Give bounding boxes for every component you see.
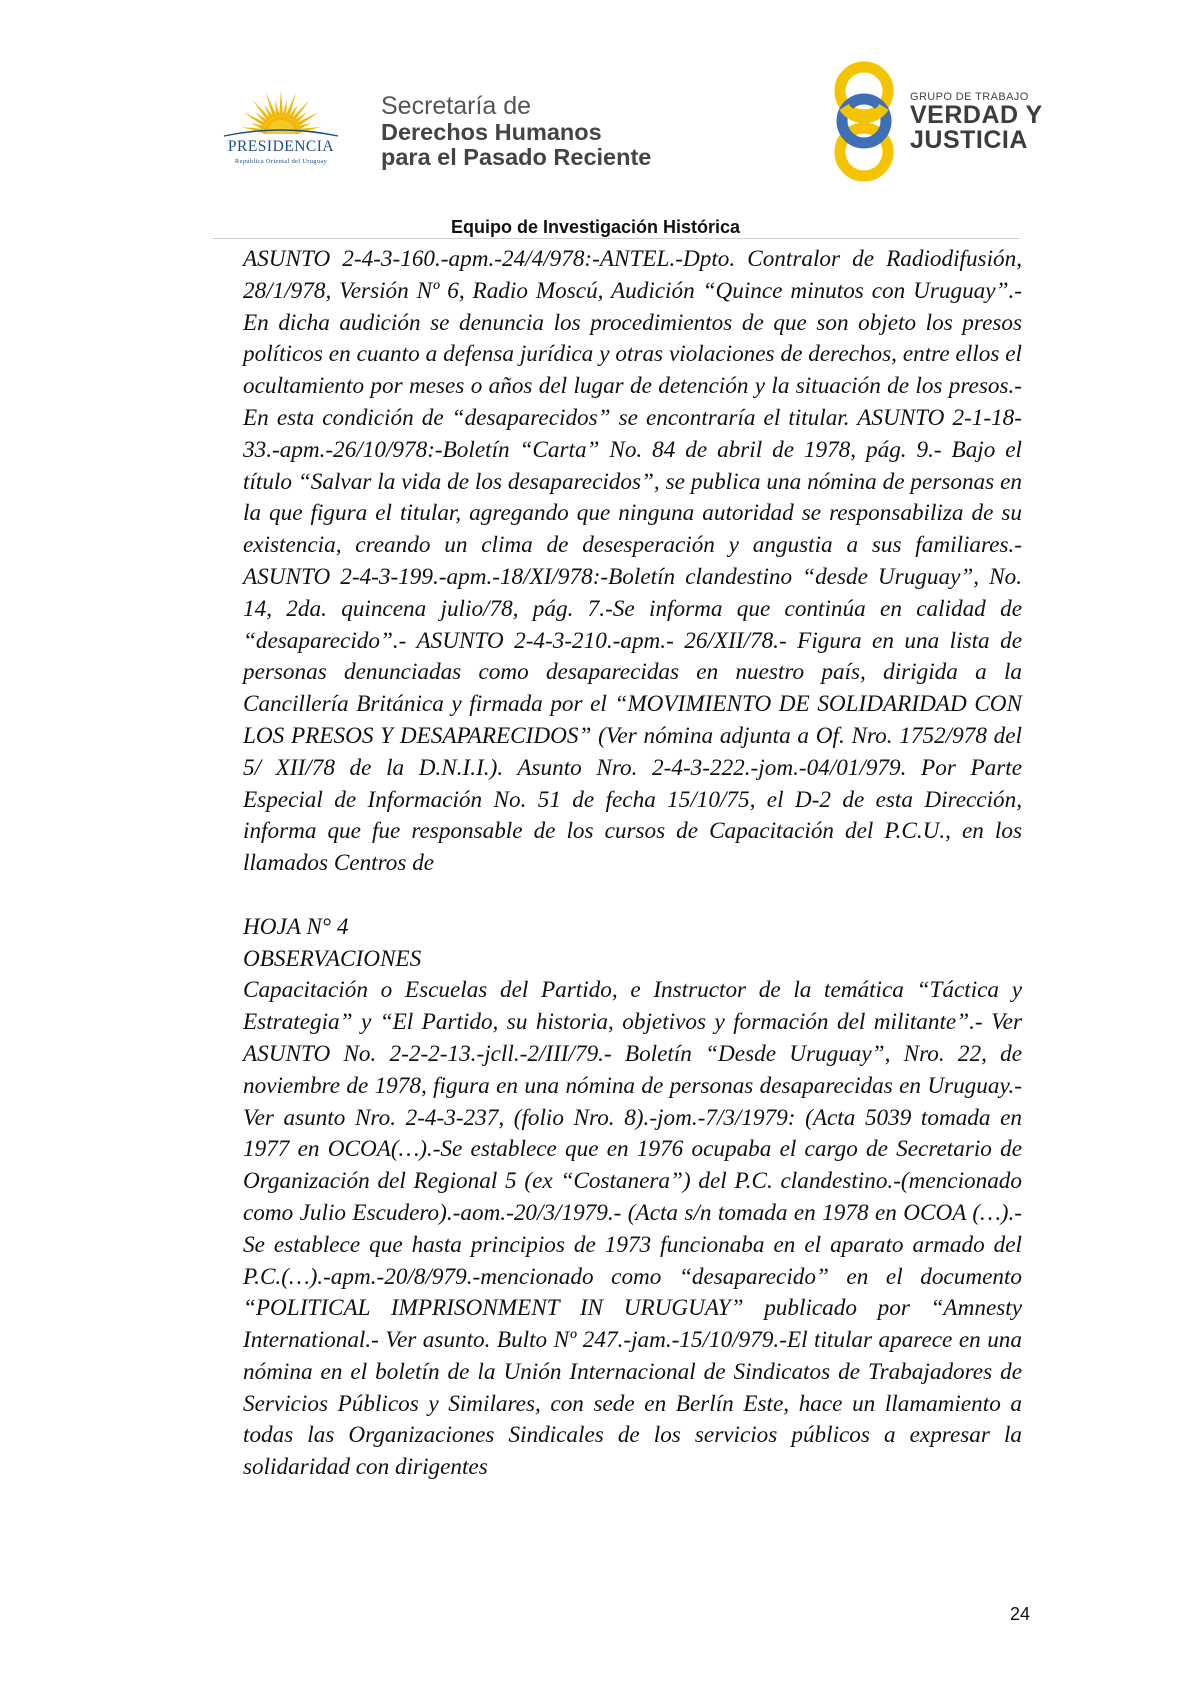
paragraph-spacer <box>243 880 1022 912</box>
presidencia-name: PRESIDENCIA <box>227 138 335 155</box>
body-paragraph-2: Capacitación o Escuelas del Partido, e Instructor de la temática “Táctica y Estrategia” y “El Partido, su historia, objetivos y formación del militante”.- Ver ASUNTO No. 2-2-2-13.-jcll.-2/III/79.- Boletín “Desde Uruguay”, Nro. 22, de noviembre de 1978, figura en una nómina de personas desaparecidas en Uruguay.- Ver asunto Nro. 2-4-3-237, (folio Nro. 8).-jom.-7/3/1979: (Acta 5039 tomada en 1977 en OCOA(…).-Se establece que en 1976 ocupaba el cargo de Secretario de Organización del Regional 5 (ex “Costanera”) del P.C. clandestino.-(mencionado como Julio Escudero).-aom.-20/3/1979.- (Acta s/n tomada en 1978 en OCOA (…).-Se establece que hasta principios de 1973 funcionaba en el aparato armado del P.C.(…).-apm.-20/8/979.-mencionado como “desaparecido” en el documento “POLITICAL IMPRISONMENT IN URUGUAY” publicado por “Amnesty International.- Ver asunto. Bulto Nº 247.-jam.-15/10/979.-El titular aparece en una nómina en el boletín de la Unión Internacional de Sindicatos de Trabajadores de Servicios Públicos y Similares, con sede en Berlín Este, hace un llamamiento a todas las Organizaciones Sindicales de los servicios públicos a expresar la solidaridad con dirigentes <box>243 977 1022 1481</box>
header-divider <box>212 238 1020 239</box>
verdad-justicia-logo <box>820 57 1043 187</box>
secretaria-line-3: para el Pasado Reciente <box>381 144 652 170</box>
page-number: 24 <box>1010 1604 1031 1624</box>
verdad-label: VERDAD Y <box>910 101 1043 129</box>
team-title: Equipo de Investigación Histórica <box>450 217 741 237</box>
page-header <box>0 0 1191 240</box>
presidencia-sun-icon <box>206 88 356 140</box>
document-body <box>243 244 1022 1484</box>
presidencia-logo <box>206 88 356 174</box>
secretaria-title <box>381 93 701 170</box>
justicia-label: JUSTICIA <box>910 126 1028 154</box>
observations-label: OBSERVACIONES <box>243 945 422 972</box>
presidencia-subtitle: República Oriental del Uruguay <box>234 158 328 165</box>
grupo-trabajo-label: GRUPO DE TRABAJO <box>910 91 1029 103</box>
verdad-justicia-rings-icon <box>820 57 910 187</box>
sheet-label: HOJA N° 4 <box>243 913 349 940</box>
body-paragraph-1: ASUNTO 2-4-3-160.-apm.-24/4/978:-ANTEL.-Dpto. Contralor de Radiodifusión, 28/1/978, Versión Nº 6, Radio Moscú, Audición “Quince minutos con Uruguay”.- En dicha audición se denuncia los procedimientos de que son objeto los presos políticos en cuanto a defensa jurídica y otras violaciones de derechos, entre ellos el ocultamiento por meses o años del lugar de detención y la situación de los presos.- En esta condición de “desaparecidos” se encontraría el titular. ASUNTO 2-1-18-33.-apm.-26/10/978:-Boletín “Carta” No. 84 de abril de 1978, pág. 9.- Bajo el título “Salvar la vida de los desaparecidos”, se publica una nómina de personas en la que figura el titular, agregando que ninguna autoridad se responsabiliza de su existencia, creando un clima de desesperación y angustia a sus familiares.- ASUNTO 2-4-3-199.-apm.-18/XI/978:-Boletín clandestino “desde Uruguay”, No. 14, 2da. quincena julio/78, pág. 7.-Se informa que continúa en calidad de “desaparecido”.- ASUNTO 2-4-3-210.-apm.- 26/XII/78.- Figura en una lista de personas denunciadas como desaparecidas en nuestro país, dirigida a la Cancillería Británica y firmada por el “MOVIMIENTO DE SOLIDARIDAD CON LOS PRESOS Y DESAPARECIDOS” (Ver nómina adjunta a Of. Nro. 1752/978 del 5/ XII/78 de la D.N.I.I.). Asunto Nro. 2-4-3-222.-jom.-04/01/979. Por Parte Especial de Información No. 51 de fecha 15/10/75, el D-2 de esta Dirección, informa que fue responsable de los cursos de Capacitación del P.C.U., en los llamados Centros de <box>243 246 1022 877</box>
secretaria-line-1: Secretaría de <box>381 92 532 120</box>
secretaria-line-2: Derechos Humanos <box>381 119 602 145</box>
